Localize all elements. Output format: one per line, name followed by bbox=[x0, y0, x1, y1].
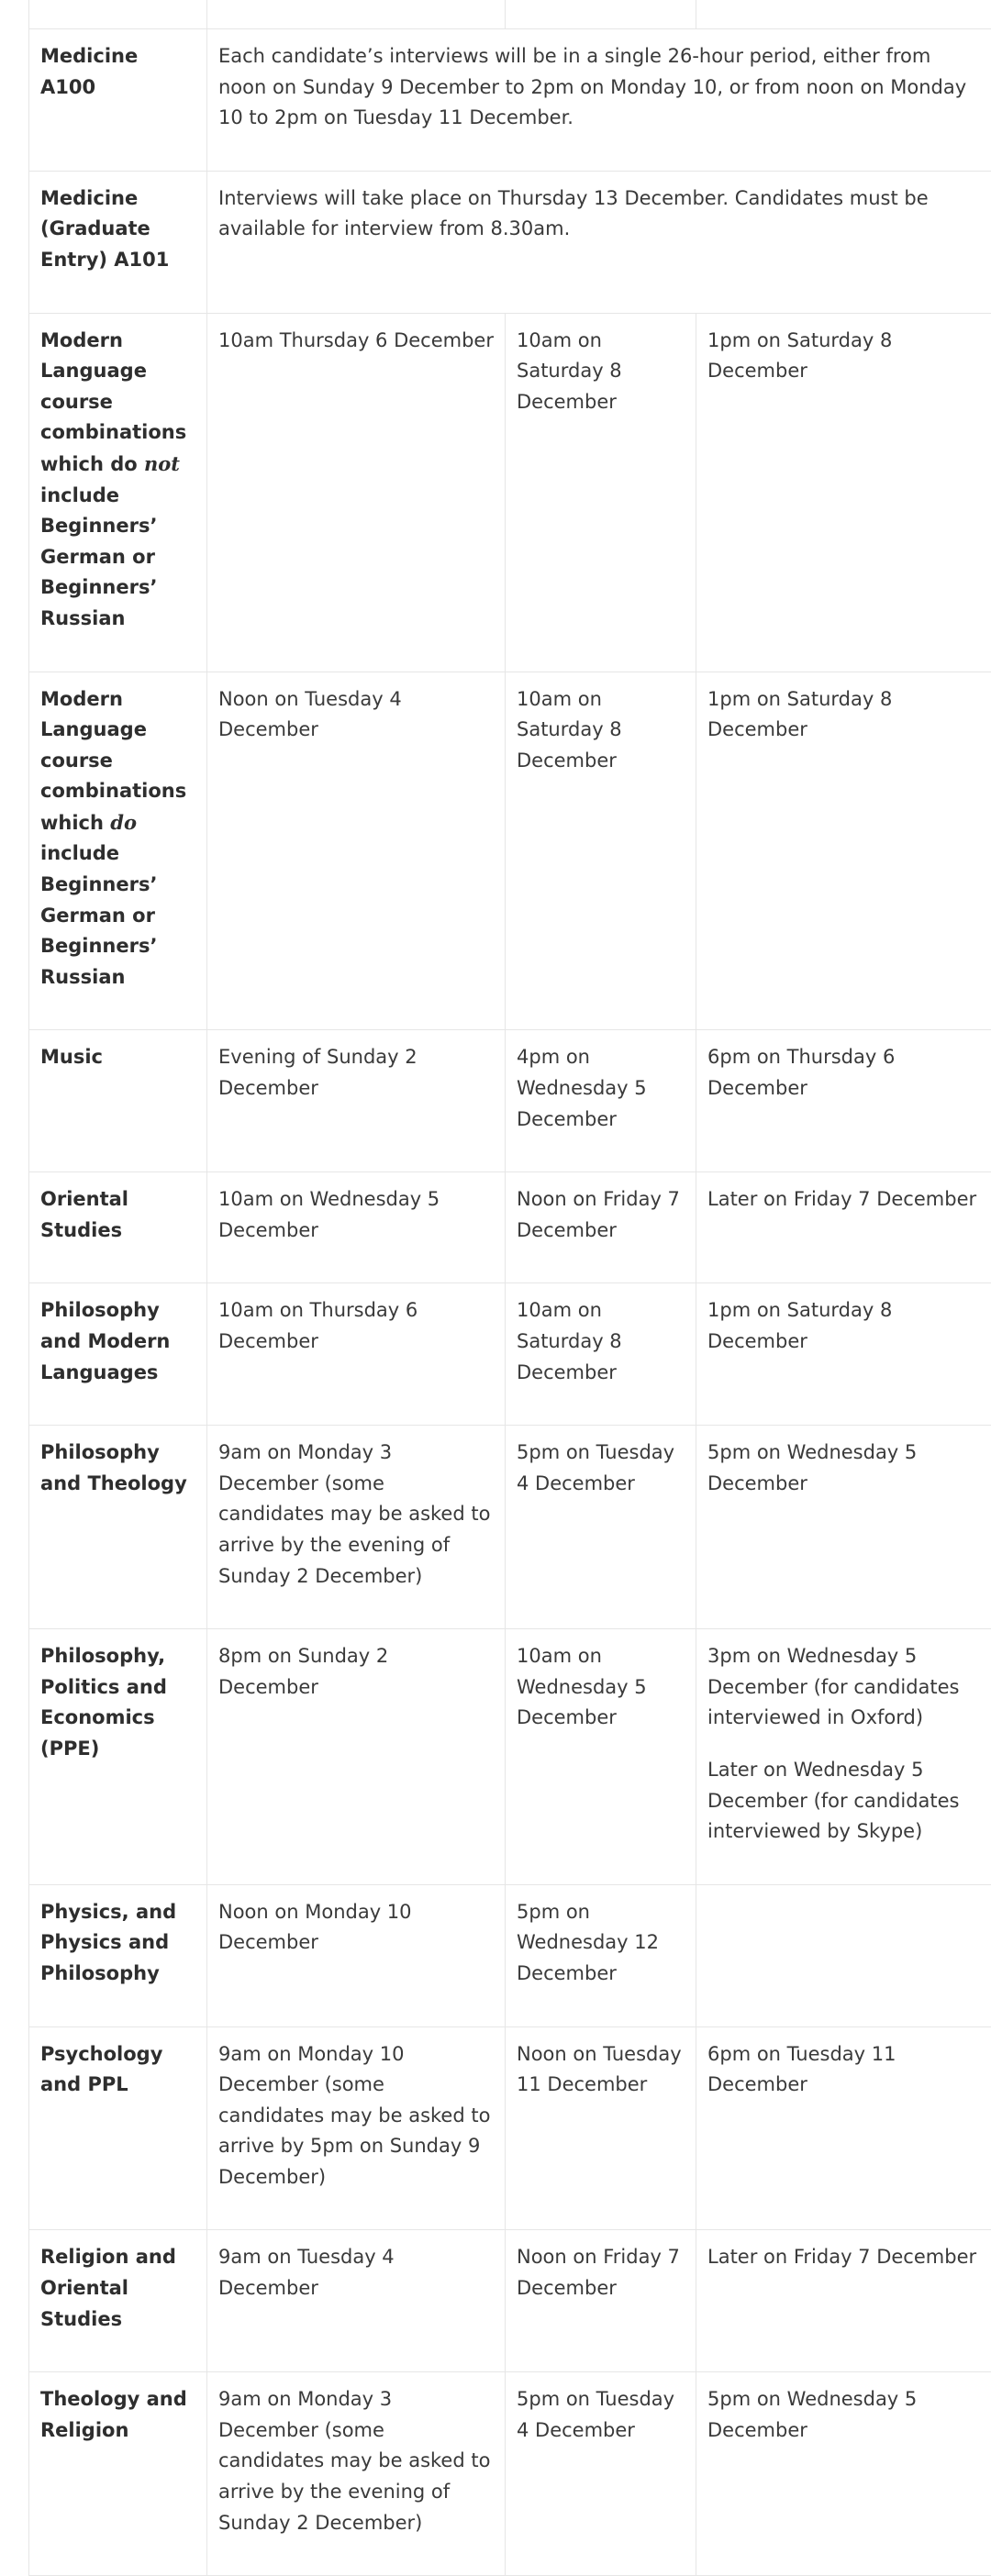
subject-emphasis: not bbox=[144, 452, 180, 475]
subject-cell: Philosophy and Modern Languages bbox=[29, 1283, 207, 1426]
table-row-psychology-ppl bbox=[29, 2026, 991, 2230]
table-row-philosophy-theology bbox=[29, 1426, 991, 1629]
table-row-music bbox=[29, 1030, 991, 1172]
end-note-oxford: 3pm on Wednesday 5 December (for candidates interviewed in Oxford) bbox=[707, 1641, 980, 1734]
start-cell: Noon on Tuesday 11 December bbox=[506, 2026, 696, 2230]
table-cell-empty bbox=[696, 0, 991, 29]
interview-schedule-table bbox=[28, 0, 991, 2576]
arrival-cell: 9am on Monday 3 December (some candidates may be asked to arrive by the evening of Sunday 2 December) bbox=[207, 1426, 506, 1629]
start-cell: 10am on Saturday 8 December bbox=[506, 1283, 696, 1426]
arrival-cell: Noon on Tuesday 4 December bbox=[207, 672, 506, 1030]
subject-cell bbox=[29, 672, 207, 1030]
start-cell: 10am on Saturday 8 December bbox=[506, 672, 696, 1030]
arrival-cell: 9am on Tuesday 4 December bbox=[207, 2230, 506, 2372]
subject-cell: Medicine A100 bbox=[29, 29, 207, 172]
subject-cell: Philosophy, Politics and Economics (PPE) bbox=[29, 1629, 207, 1885]
start-cell: Noon on Friday 7 December bbox=[506, 2230, 696, 2372]
table-row-modern-languages-beginners bbox=[29, 672, 991, 1030]
subject-text: include Beginners’ German or Beginners’ Russian bbox=[40, 484, 157, 629]
start-cell: 10am on Saturday 8 December bbox=[506, 313, 696, 672]
arrival-cell: Noon on Monday 10 December bbox=[207, 1884, 506, 2026]
subject-cell: Music bbox=[29, 1030, 207, 1172]
end-cell: 6pm on Thursday 6 December bbox=[696, 1030, 991, 1172]
subject-text: Modern Language course combinations which do bbox=[40, 329, 186, 475]
end-cell: Later on Friday 7 December bbox=[696, 1172, 991, 1283]
end-cell bbox=[696, 1629, 991, 1885]
end-cell: 5pm on Wednesday 5 December bbox=[696, 1426, 991, 1629]
arrival-cell: 8pm on Sunday 2 December bbox=[207, 1629, 506, 1885]
subject-cell: Theology and Religion bbox=[29, 2372, 207, 2576]
arrival-cell: 10am on Thursday 6 December bbox=[207, 1283, 506, 1426]
end-cell: 6pm on Tuesday 11 December bbox=[696, 2026, 991, 2230]
arrival-cell: Evening of Sunday 2 December bbox=[207, 1030, 506, 1172]
start-cell: 4pm on Wednesday 5 December bbox=[506, 1030, 696, 1172]
end-cell: 1pm on Saturday 8 December bbox=[696, 313, 991, 672]
end-cell: 1pm on Saturday 8 December bbox=[696, 672, 991, 1030]
table-row-physics bbox=[29, 1884, 991, 2026]
end-cell: 5pm on Wednesday 5 December bbox=[696, 2372, 991, 2576]
table-row-modern-languages-not-beginners bbox=[29, 313, 991, 672]
interview-schedule-table-wrapper bbox=[28, 0, 991, 2576]
arrival-cell: 9am on Monday 10 December (some candidates may be asked to arrive by 5pm on Sunday 9 December) bbox=[207, 2026, 506, 2230]
arrival-cell: 9am on Monday 3 December (some candidates may be asked to arrive by the evening of Sunday 2 December) bbox=[207, 2372, 506, 2576]
start-cell: 5pm on Tuesday 4 December bbox=[506, 1426, 696, 1629]
table-row-oriental-studies bbox=[29, 1172, 991, 1283]
subject-cell: Psychology and PPL bbox=[29, 2026, 207, 2230]
interview-note-cell: Each candidate’s interviews will be in a single 26-hour period, either from noon on Sunday 9 December to 2pm on Monday 10, or from noon on Monday 10 to 2pm on Tuesday 11 December. bbox=[207, 29, 991, 172]
table-row-philosophy-modern-languages bbox=[29, 1283, 991, 1426]
table-row-religion-oriental-studies bbox=[29, 2230, 991, 2372]
table-row-partial-top bbox=[29, 0, 991, 29]
subject-cell bbox=[29, 313, 207, 672]
start-cell: 5pm on Tuesday 4 December bbox=[506, 2372, 696, 2576]
arrival-cell: 10am Thursday 6 December bbox=[207, 313, 506, 672]
subject-text: Modern Language course combinations which bbox=[40, 688, 186, 834]
end-cell: Later on Friday 7 December bbox=[696, 2230, 991, 2372]
subject-text: include Beginners’ German or Beginners’ Russian bbox=[40, 842, 157, 987]
end-cell bbox=[696, 1884, 991, 2026]
table-row-theology-religion bbox=[29, 2372, 991, 2576]
start-cell: 5pm on Wednesday 12 December bbox=[506, 1884, 696, 2026]
table-row-medicine-graduate-a101 bbox=[29, 171, 991, 313]
end-cell: 1pm on Saturday 8 December bbox=[696, 1283, 991, 1426]
subject-cell: Medicine (Graduate Entry) A101 bbox=[29, 171, 207, 313]
table-row-medicine-a100 bbox=[29, 29, 991, 172]
subject-cell: Oriental Studies bbox=[29, 1172, 207, 1283]
table-cell-empty bbox=[29, 0, 207, 29]
subject-emphasis: do bbox=[110, 811, 137, 834]
subject-cell: Philosophy and Theology bbox=[29, 1426, 207, 1629]
start-cell: 10am on Wednesday 5 December bbox=[506, 1629, 696, 1885]
table-row-ppe bbox=[29, 1629, 991, 1885]
arrival-cell: 10am on Wednesday 5 December bbox=[207, 1172, 506, 1283]
table-cell-empty bbox=[506, 0, 696, 29]
start-cell: Noon on Friday 7 December bbox=[506, 1172, 696, 1283]
table-cell-empty bbox=[207, 0, 506, 29]
end-note-skype: Later on Wednesday 5 December (for candidates interviewed by Skype) bbox=[707, 1755, 980, 1848]
subject-cell: Religion and Oriental Studies bbox=[29, 2230, 207, 2372]
interview-note-cell: Interviews will take place on Thursday 13 December. Candidates must be available for interview from 8.30am. bbox=[207, 171, 991, 313]
subject-cell: Physics, and Physics and Philosophy bbox=[29, 1884, 207, 2026]
